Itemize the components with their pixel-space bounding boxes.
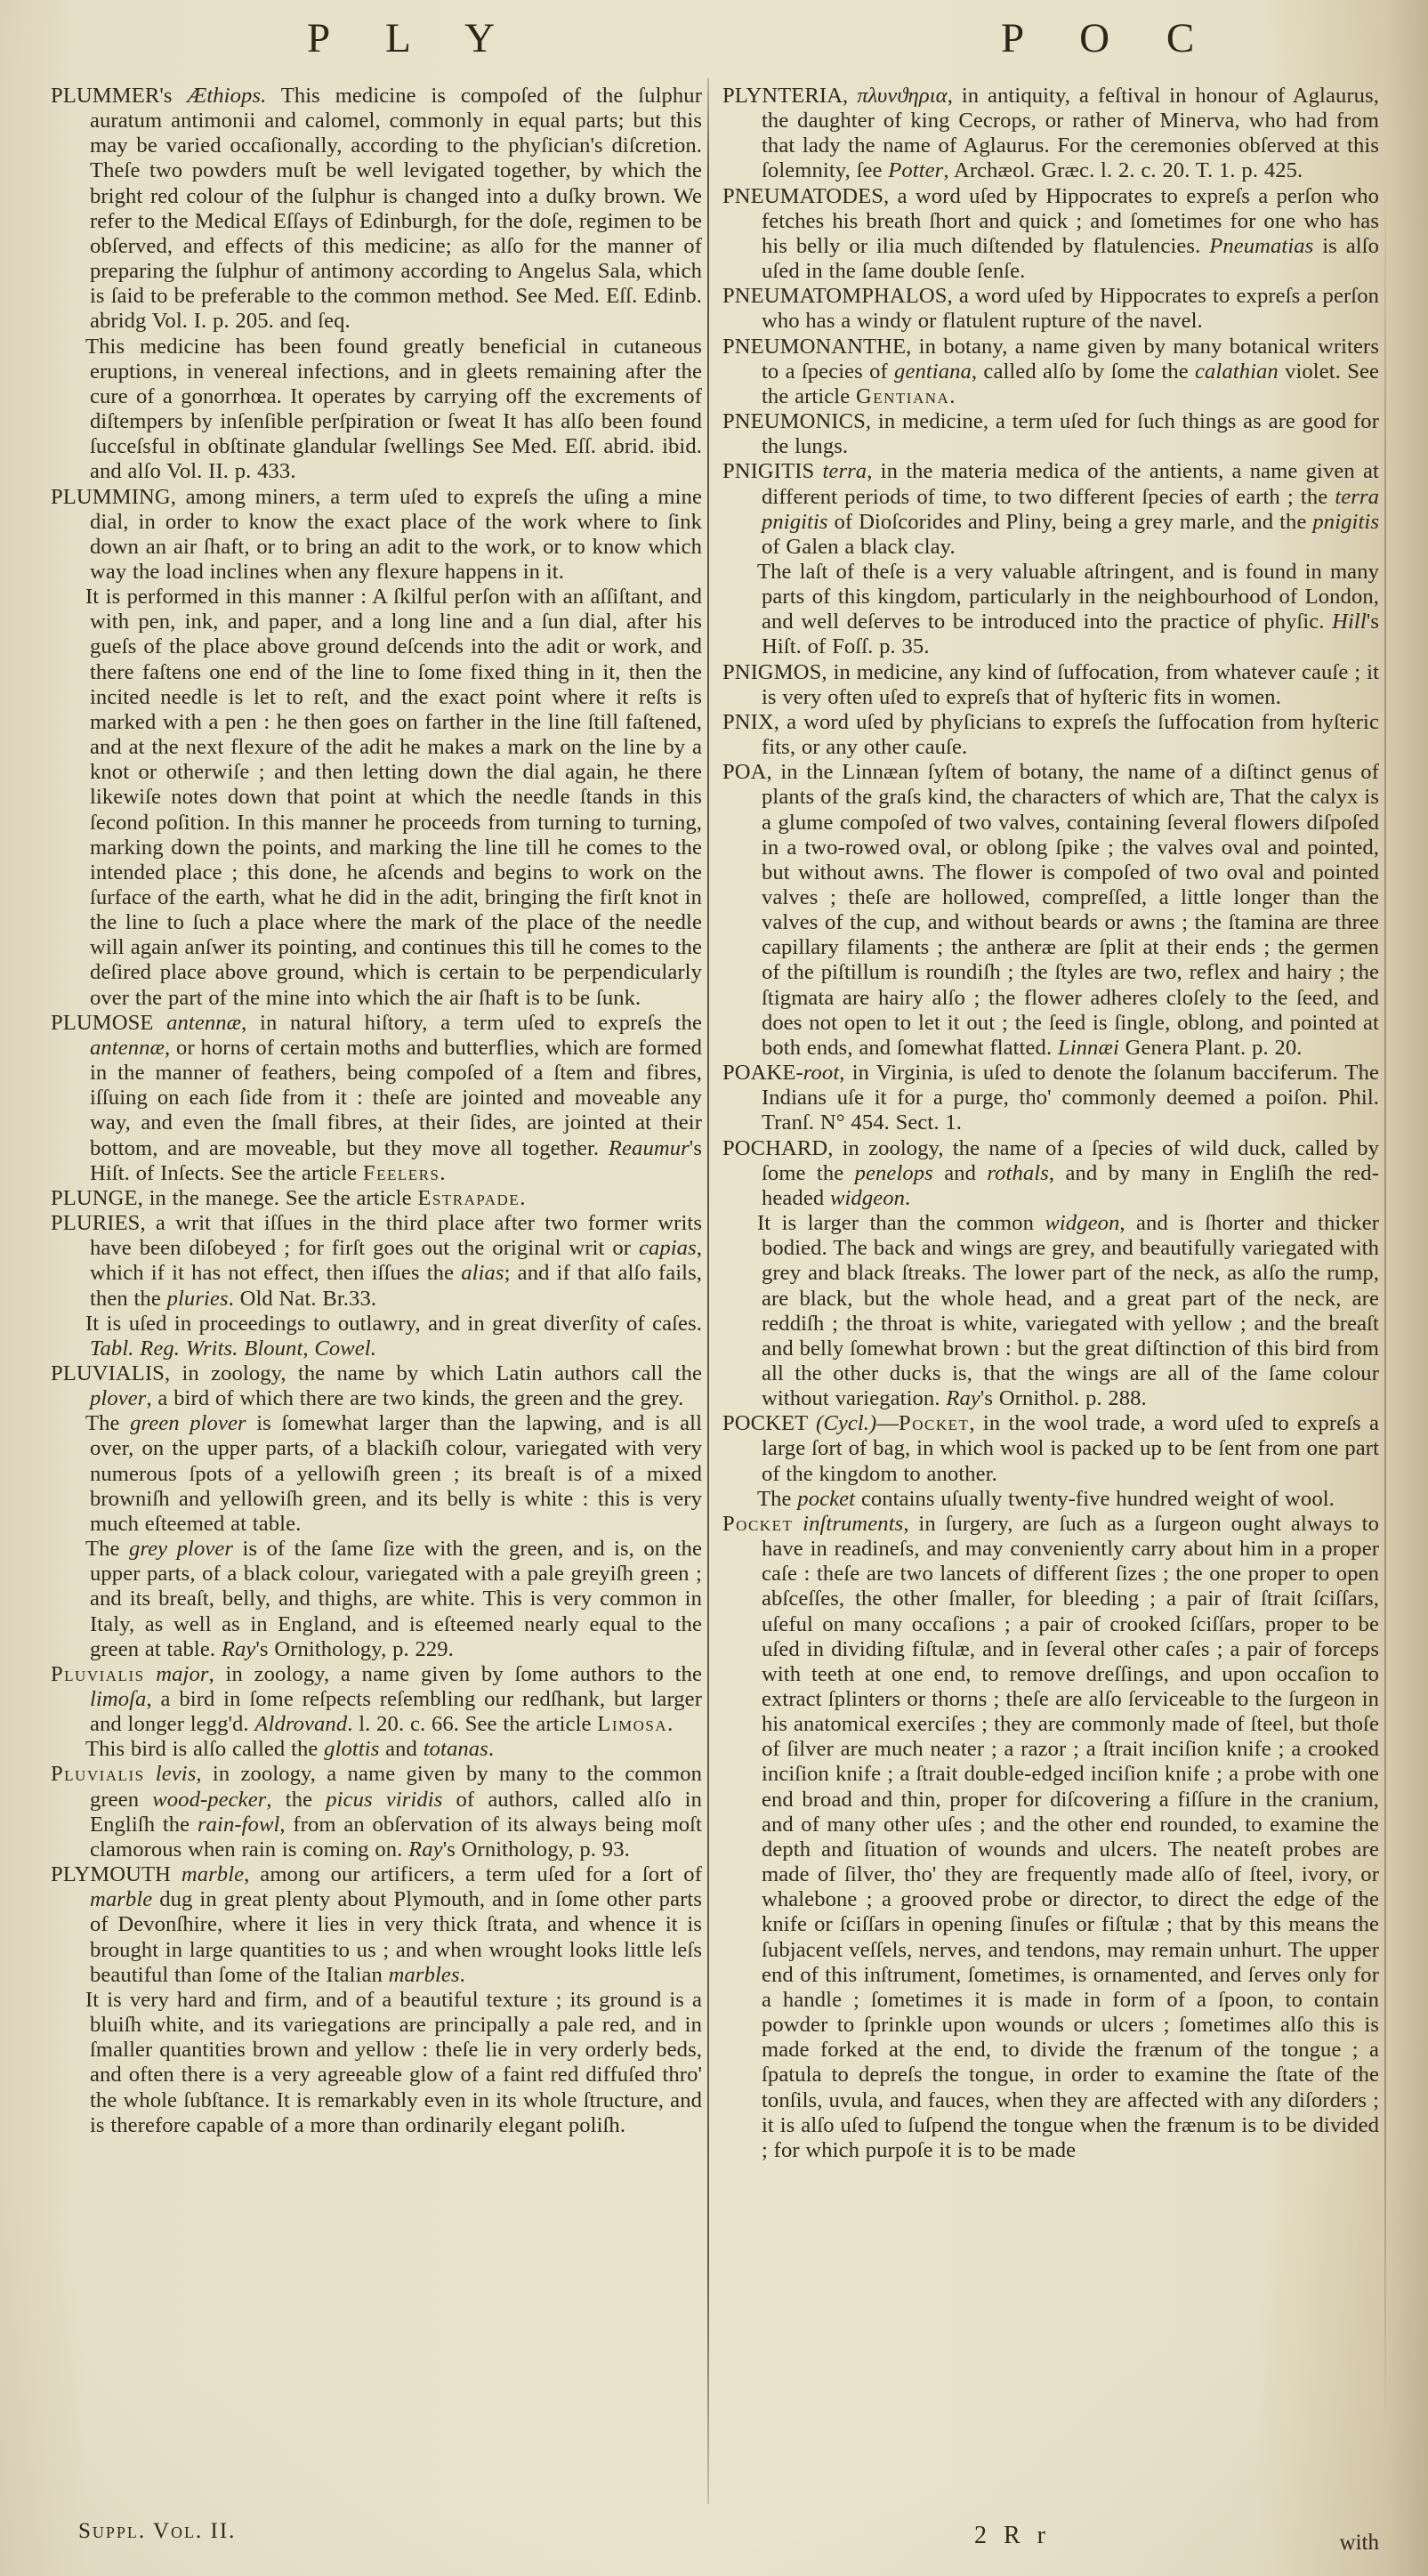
text-segment: , or horns of certain moths and butterflies, which are formed in the manner of feathers, being compoſed of a ſtem and fibres, iſſuing on each ſide from it : theſe are jointed and moveable any way, and even the ſmall fibres, at their ſides, are jointed at their bottom, and are moveable, but they move all together. [90, 1035, 702, 1160]
text-segment: Reaumur [608, 1135, 690, 1160]
text-segment: Ray [221, 1636, 256, 1661]
text-segment: PLUNGE, in the manege. See the article [51, 1185, 418, 1210]
text-segment: PNIGITIS [722, 459, 823, 484]
text-segment: is ſomewhat larger than the lapwing, and is all over, on the upper parts, of a blackiſh colour, variegated with very numerous ſpots of a yellowiſh green ; its breaſt is of a mixed browniſh and yellowiſh green, and its belly is white : this is very much eſteemed at table. [90, 1411, 702, 1536]
entry-paragraph-right-4 [722, 409, 1379, 459]
text-segment: , Archæol. Græc. l. 2. c. 20. T. 1. p. 425. [943, 158, 1303, 183]
text-segment: The laſt of theſe is a very valuable aſtringent, and is found in many parts of this kingdom, particularly in the neighbourhood of London, and well deſerves to be introduced into the practice of phyſic. [757, 559, 1379, 634]
text-segment: 's Hiſt. of Foſſ. p. 35. [762, 610, 1379, 659]
text-segment: , called alſo by ſome the [971, 359, 1196, 384]
text-segment: grey plover [129, 1537, 234, 1562]
text-segment: , and by many in Engliſh the red-headed [762, 1160, 1379, 1210]
entry-paragraph-right-7 [722, 660, 1379, 710]
continuation-paragraph-left-9 [51, 1411, 702, 1537]
text-segment: Pluvialis [51, 1661, 145, 1686]
text-segment: rothals [987, 1160, 1049, 1185]
text-segment: levis [144, 1762, 197, 1787]
continuation-paragraph-right-14 [722, 1487, 1379, 1512]
text-segment: capias [638, 1236, 697, 1261]
text-segment: green plover [130, 1411, 246, 1436]
text-segment: . [488, 1737, 495, 1762]
text-segment: PLYNTERIA, [722, 84, 858, 108]
continuation-paragraph-left-12 [51, 1737, 702, 1762]
text-segment: Tabl. Reg. Writs. Blount, Cowel. [90, 1336, 376, 1361]
text-segment: POCHARD, in zoology, the name of a ſpecies of wild duck, called by ſome the [722, 1135, 1379, 1185]
entry-paragraph-left-13 [51, 1762, 702, 1862]
text-segment: POCKET [722, 1411, 817, 1436]
text-segment: dug in great plenty about Plymouth, and in ſome other parts of Devonſhire, where it lies in very thick ſtrata, and whence it is brought in large quantities to us ; and when wrought looks little leſs beautiful than ſome of the Italian [90, 1887, 702, 1987]
footer-catchword: with [1339, 2531, 1379, 2555]
text-segment: PNEUMONICS, in medicine, a term uſed for ſuch things as are good for the lungs. [722, 409, 1379, 459]
text-segment: Linnæi [1057, 1035, 1119, 1060]
continuation-paragraph-left-15 [51, 1988, 702, 2138]
text-segment: of authors, called alſo in Engliſh the [90, 1787, 703, 1837]
text-segment: PLURIES, a writ that iſſues in the third place after two former writs have been diſobeyed ; for firſt goes out the original writ or [51, 1211, 702, 1261]
text-segment: POAKE- [722, 1061, 803, 1086]
text-segment: It is very hard and firm, and of a beautiful texture ; its ground is a bluiſh white, and its variegations are principally a pale red, and in ſmaller quantities brown and yellow : theſe lie in very orderly beds, and often there is a very agreeable glow of a faint red diffuſed thro' the whole ſubſtance. It is remarkably even in its whole ſtructure, and is therefore capable of a more than ordinarily elegant poliſh. [85, 1987, 702, 2137]
text-segment: Gentiana [855, 384, 950, 408]
text-segment: , which if it has not effect, then iſſues the [90, 1236, 702, 1286]
text-segment: Pocket [899, 1411, 970, 1436]
text-segment: Pluvialis [51, 1762, 145, 1787]
text-segment: calathian [1195, 359, 1279, 384]
text-segment: PLUMOSE [51, 1010, 167, 1035]
continuation-paragraph-right-6 [722, 560, 1379, 660]
entry-paragraph-left-5 [51, 1186, 702, 1211]
entry-paragraph-right-9 [722, 760, 1379, 1061]
text-segment: major [144, 1661, 209, 1686]
text-segment: Æthiops. [187, 84, 267, 108]
text-segment: marble [181, 1862, 245, 1887]
text-segment: terra [822, 459, 867, 484]
text-segment: , from an obſervation of its always being moſt clamorous when rain is coming on. [90, 1812, 702, 1861]
text-segment: . [520, 1185, 526, 1210]
entry-paragraph-left-4 [51, 1011, 702, 1186]
text-segment: , in Virginia, is uſed to denote the ſolanum bacciferum. The Indians uſe it for a purge, tho' commonly deemed a poiſon. Phil. Tranſ. N° 454. Sect. 1. [762, 1061, 1379, 1135]
text-segment: It is uſed in proceedings to outlawry, and in great diverſity of caſes. [85, 1311, 702, 1336]
text-segment: contains uſually twenty-five hundred weight of wool. [855, 1486, 1335, 1511]
entry-paragraph-right-8 [722, 710, 1379, 760]
text-segment: , a bird in ſome reſpects reſembling our redſhank, but larger and longer legg'd. [90, 1687, 702, 1737]
text-segment: Ray [408, 1837, 443, 1861]
text-segment: ; and if that alſo fails, then the [90, 1261, 702, 1311]
text-segment: . [667, 1712, 674, 1737]
text-segment: wood-pecker [152, 1787, 267, 1812]
text-segment: pocket [797, 1486, 856, 1511]
text-segment: , in the wool trade, a word uſed to expreſs a large ſort of bag, in which wool is packed up to be ſent from one part of the kingdom to another. [762, 1411, 1379, 1486]
text-segment: gentiana [894, 359, 972, 384]
text-segment: is alſo uſed in the ſame double ſenſe. [762, 233, 1379, 284]
entry-paragraph-right-3 [722, 335, 1379, 409]
text-segment: plover [90, 1386, 147, 1411]
continuation-paragraph-left-1 [51, 335, 702, 485]
entry-paragraph-right-2 [722, 284, 1379, 334]
running-head-right: P O C [1001, 15, 1218, 61]
text-segment: POA, in the Linnæan ſyſtem of botany, the name of a diſtinct genus of plants of the graſs kind, the characters of which are, That the calyx is a glume compoſed of two valves, containing ſeveral flowers diſpoſed in a two-rowed oval, or oblong ſpike ; the valves oval and pointed, but without awns. The flower is compoſed of two oval and pointed valves ; theſe are hollowed, compreſſed, a little longer than the valves of the cup, and without beards or awns ; the ſtamina are three capillary filaments ; the antheræ are ſplit at their ends ; the germen of the piſtillum is roundiſh ; the ſtyles are two, reflex and hairy ; the ſtigmata are hairy alſo ; the flower adheres cloſely to the ſeed, and does not open to let it out ; the ſeed is ſingle, oblong, and pointed at both ends, and ſomewhat flatted. [722, 760, 1379, 1060]
column-divider-rule [707, 78, 709, 2504]
text-segment: Estrapade [417, 1185, 520, 1210]
entry-paragraph-right-1 [722, 184, 1379, 285]
text-segment: 's Hiſt. of Inſects. See the article [90, 1135, 702, 1185]
entry-paragraph-left-0 [51, 84, 702, 335]
text-segment: Pneumatias [1209, 233, 1314, 258]
text-segment: — [876, 1411, 900, 1436]
running-head-left: P L Y [307, 15, 519, 61]
text-segment: The [85, 1411, 131, 1436]
text-segment: Hill [1332, 610, 1367, 634]
text-segment: . [949, 384, 956, 408]
text-segment: antennæ [166, 1010, 242, 1035]
text-segment: The [757, 1486, 798, 1511]
text-segment: pnigitis [1312, 509, 1379, 534]
continuation-paragraph-left-7 [51, 1312, 702, 1361]
text-segment: PLUMMER's [51, 84, 188, 108]
entry-paragraph-right-15 [722, 1512, 1379, 2163]
text-segment: PNEUMATODES, a word uſed by Hippocrates to expreſs a perſon who fetches his breath ſhort and quick ; and ſometimes for one who has his belly or ilia much diſtended by flatulencies. [722, 183, 1379, 258]
text-segment: Ray [946, 1386, 980, 1411]
text-segment: PNEUMATOMPHALOS, a word uſed by Hippocrates to expreſs a perſon who has a windy or flatulent rupture of the navel. [722, 284, 1379, 334]
text-segment: picus viridis [326, 1787, 443, 1812]
text-segment: Pocket [722, 1511, 794, 1536]
text-segment: alias [461, 1261, 504, 1286]
text-segment: , and is ſhorter and thicker bodied. The back and wings are grey, and beautifully variegated with grey and black ſtreaks. The lower part of the neck, as alſo the rump, are black, but the whole head, and a great part of the neck, are reddiſh ; the throat is white, variegated with yellow ; and the breaſt and belly ſomewhat brown : but the great diſtinction of this bird from all the other ducks is, that the wings are all of the ſame colour without variegation. [762, 1211, 1380, 1411]
text-segment: PNIGMOS, in medicine, any kind of ſuffocation, from whatever cauſe ; it is very often uſed to expreſs that of hyſteric fits in women. [722, 659, 1379, 709]
text-segment: and [379, 1737, 424, 1762]
text-segment: It is performed in this manner : A ſkilful perſon with an aſſiſtant, and with pen, ink, and paper, and a long line and a ſun dial, after his gueſs of the place above ground deſcends into the adit or work, and there faſtens one end of the line to ſome fixed thing in it, then the incited needle is let to reſt, and the exact point where it reſts is marked with a pen : he then goes on farther in the line ſtill faſtened, and at the next flexure of the adit he makes a mark on the line by a knot or otherwiſe ; and then letting down the dial again, he there likewiſe notes down that point at which the needle ſtands in this ſecond poſition. In this manner he proceeds from turning to turning, marking down the points, and marking the line till he comes to the intended place ; this done, he aſcends and begins to work on the ſurface of the earth, what he did in the adit, bringing the firſt knot in the line to ſuch a place where the mark of the place of the needle will again anſwer its pointing, and continues this till he comes to the deſired place above ground, which is certain to be perpendicularly over the part of the mine into which the air ſhaft is to be ſunk. [85, 585, 702, 1010]
text-segment: , in natural hiſtory, a term uſed to expreſs the [241, 1010, 702, 1035]
text-segment: PLUVIALIS, in zoology, the name by which Latin authors call the [51, 1361, 702, 1385]
text-segment: Feelers [362, 1160, 440, 1185]
text-segment: of Dioſcorides and Pliny, being a grey marle, and the [827, 509, 1313, 534]
text-segment: antennæ [90, 1035, 165, 1060]
text-segment: PNEUMONANTHE, in botany, a name given by many botanical writers to a ſpecies of [722, 334, 1379, 384]
text-segment: , among our artificers, a term uſed for a ſort of [244, 1862, 702, 1887]
text-segment: and [932, 1160, 988, 1185]
text-segment: root [803, 1061, 840, 1086]
text-segment: . [459, 1962, 465, 1987]
text-segment: , a bird of which there are two kinds, the green and the grey. [146, 1386, 684, 1411]
text-segment: limoſa [90, 1687, 147, 1711]
text-segment: rain-fowl [197, 1812, 280, 1837]
text-segment: The [85, 1537, 129, 1562]
column-right [722, 84, 1379, 2163]
text-segment: penelops [854, 1160, 933, 1185]
text-segment: widgeon [1045, 1211, 1120, 1236]
text-segment: , in zoology, a name given by ſome authors to the [208, 1661, 702, 1686]
text-segment: Limosa [597, 1712, 668, 1737]
text-segment: , the [266, 1787, 327, 1812]
text-segment: It is larger than the common [757, 1211, 1045, 1236]
entry-paragraph-right-13 [722, 1411, 1379, 1486]
entry-paragraph-left-2 [51, 485, 702, 585]
text-segment: πλυνϑηρια [857, 84, 948, 108]
text-segment: PLYMOUTH [51, 1862, 182, 1887]
text-segment: (Cycl.) [816, 1411, 877, 1436]
entry-paragraph-right-11 [722, 1136, 1379, 1211]
text-segment: widgeon [830, 1185, 906, 1210]
text-segment: , in zoology, a name given by many to the common green [90, 1762, 702, 1812]
text-segment: This medicine has been found greatly beneficial in cutaneous eruptions, in venereal infections, and in gleets remaining after the cure of a gonorrhœa. It operates by carrying off the excrements of diſtempers by inſenſible perſpiration or ſweat It has alſo been found ſucceſsful in obſtinate glandular ſwellings See Med. Eſſ. abrid. ibid. and alſo Vol. II. p. 433. [85, 334, 702, 484]
text-segment: marbles [388, 1962, 460, 1987]
text-segment: is of the ſame ſize with the green, and is, on the upper parts, of a black colour, variegated with a pale greyiſh green ; and its breaſt, belly, and thighs, are white. This is very common in Italy, as well as in England, and is eſteemed nearly equal to the green at table. [90, 1537, 702, 1661]
text-segment: inſtruments [793, 1511, 904, 1536]
text-segment: This bird is alſo called the [85, 1737, 325, 1762]
text-segment: Potter [888, 158, 944, 183]
text-segment: . Old Nat. Br.33. [228, 1286, 377, 1311]
text-segment: marble [90, 1887, 153, 1912]
text-segment: pluries [166, 1286, 229, 1311]
entry-paragraph-left-8 [51, 1361, 702, 1411]
entry-paragraph-right-10 [722, 1061, 1379, 1135]
text-segment: . [440, 1160, 446, 1185]
column-left [51, 84, 702, 2138]
text-segment: terra pnigitis [762, 484, 1379, 534]
text-segment: 's Ornithology, p. 229. [255, 1636, 454, 1661]
text-segment: This medicine is compoſed of the ſulphur auratum antimonii and calomel, commonly in equal parts; but this may be varied occaſionally, according to the phyſician's diſcretion. Theſe two powders muſt be well levigated together, by which the bright red colour of the ſulphur is changed into a duſky brown. We refer to the Medical Eſſays of Edinburgh, for the doſe, regimen to be obſerved, and effects of this medicine; as alſo for the manner of preparing the ſulphur of antimony according to Angelus Sala, which is ſaid to be preferable to the common method. See Med. Eſſ. Edinb. abridg Vol. I. p. 205. and ſeq. [90, 84, 702, 334]
text-segment: 's Ornithol. p. 288. [980, 1386, 1147, 1411]
page-edge-rule [1384, 160, 1386, 2438]
text-segment: of Galen a black clay. [762, 534, 956, 559]
text-segment: . [905, 1185, 911, 1210]
entry-paragraph-right-0 [722, 84, 1379, 184]
text-segment: violet. See the article [762, 359, 1380, 408]
text-segment: glottis [324, 1737, 380, 1762]
entry-paragraph-left-11 [51, 1662, 702, 1737]
entry-paragraph-right-5 [722, 459, 1379, 560]
entry-paragraph-left-6 [51, 1211, 702, 1312]
continuation-paragraph-left-10 [51, 1537, 702, 1662]
text-segment: , in antiquity, a feſtival in honour of Aglaurus, the daughter of king Cecrops, or rather of Minerva, who had from that lady the name of Aglaurus. For the ceremonies obſerved at this ſolemnity, ſee [762, 84, 1379, 183]
text-segment: 's Ornithology, p. 93. [442, 1837, 630, 1861]
text-segment: Genera Plant. p. 20. [1118, 1035, 1303, 1060]
continuation-paragraph-left-3 [51, 585, 702, 1011]
text-segment: PLUMMING, among miners, a term uſed to expreſs the uſing a mine dial, in order to know the exact place of the work where to ſink down an air ſhaft, or to bring an adit to the work, or to know which way the load inclines when any flexure happens in it. [51, 484, 702, 584]
text-segment: Aldrovand [254, 1712, 348, 1737]
text-segment: , in ſurgery, are ſuch as a ſurgeon ought always to have in readineſs, and may conveniently carry about him in a proper caſe : theſe are two lancets of different ſizes ; the one proper to open abſceſſes, the other ſmaller, for bleeding ; a pair of ſtrait ſciſſars, uſeful on many occaſions ; a pair of crooked ſciſſars, proper to be uſed in dividing fiſtulæ, and in ſeveral other caſes ; a pair of forceps with teeth at one end, to remove dreſſings, and upon occaſion to extract ſplinters or thorns ; theſe are alſo ſerviceable to the ſurgeon in his anatomical exerciſes ; they are commonly made of ſteel, but thoſe of ſilver are much neater ; a razor ; a ſtrait inciſion knife ; a crooked inciſion knife ; a ſtrait double-edged inciſion knife ; a probe with one end broad and thin, proper for diſcovering a fiſſure in the cranium, and of many other uſes ; and the other end rounded, to examine the depth and ſituation of wounds and ulcers. The neateſt probes are made of ſilver, tho' they are frequently made alſo of ſteel, ivory, or whalebone ; a grooved probe or director, to direct the edge of the knife or ſciſſars in opening ſinuſes or fiſtulæ ; that by this means the ſubjacent veſſels, nerves, and tendons, may remain unhurt. The upper end of this inſtrument, ſometimes, is ornamented, and ſerves only for a handle ; ſometimes it is made in form of a ſpoon, to contain powder to ſprinkle upon wounds or ulcers ; ſometimes alſo this is made forked at the end, to divide the frænum of the tongue ; a ſpatula to depreſs the tongue, in order to examine the ſtate of the tonſils, uvula, and fauces, when they are affected with any diſorders ; it is alſo uſed to ſuſpend the tongue when the frænum is to be divided ; for which purpoſe it is to be made [762, 1511, 1379, 2162]
footer-signature-mark: 2 R r [974, 2522, 1051, 2549]
text-segment: totanas [423, 1737, 488, 1762]
continuation-paragraph-right-12 [722, 1211, 1379, 1411]
text-segment: . l. 20. c. 66. See the article [347, 1712, 598, 1737]
entry-paragraph-left-14 [51, 1862, 702, 1988]
text-segment: , in the materia medica of the antients, a name given at different periods of time, to two different ſpecies of earth ; the [762, 459, 1379, 509]
text-segment: PNIX, a word uſed by phyſicians to expreſs the ſuffocation from hyſteric fits, or any other cauſe. [722, 709, 1379, 760]
footer-volume-label: Suppl. Vol. II. [78, 2519, 237, 2543]
